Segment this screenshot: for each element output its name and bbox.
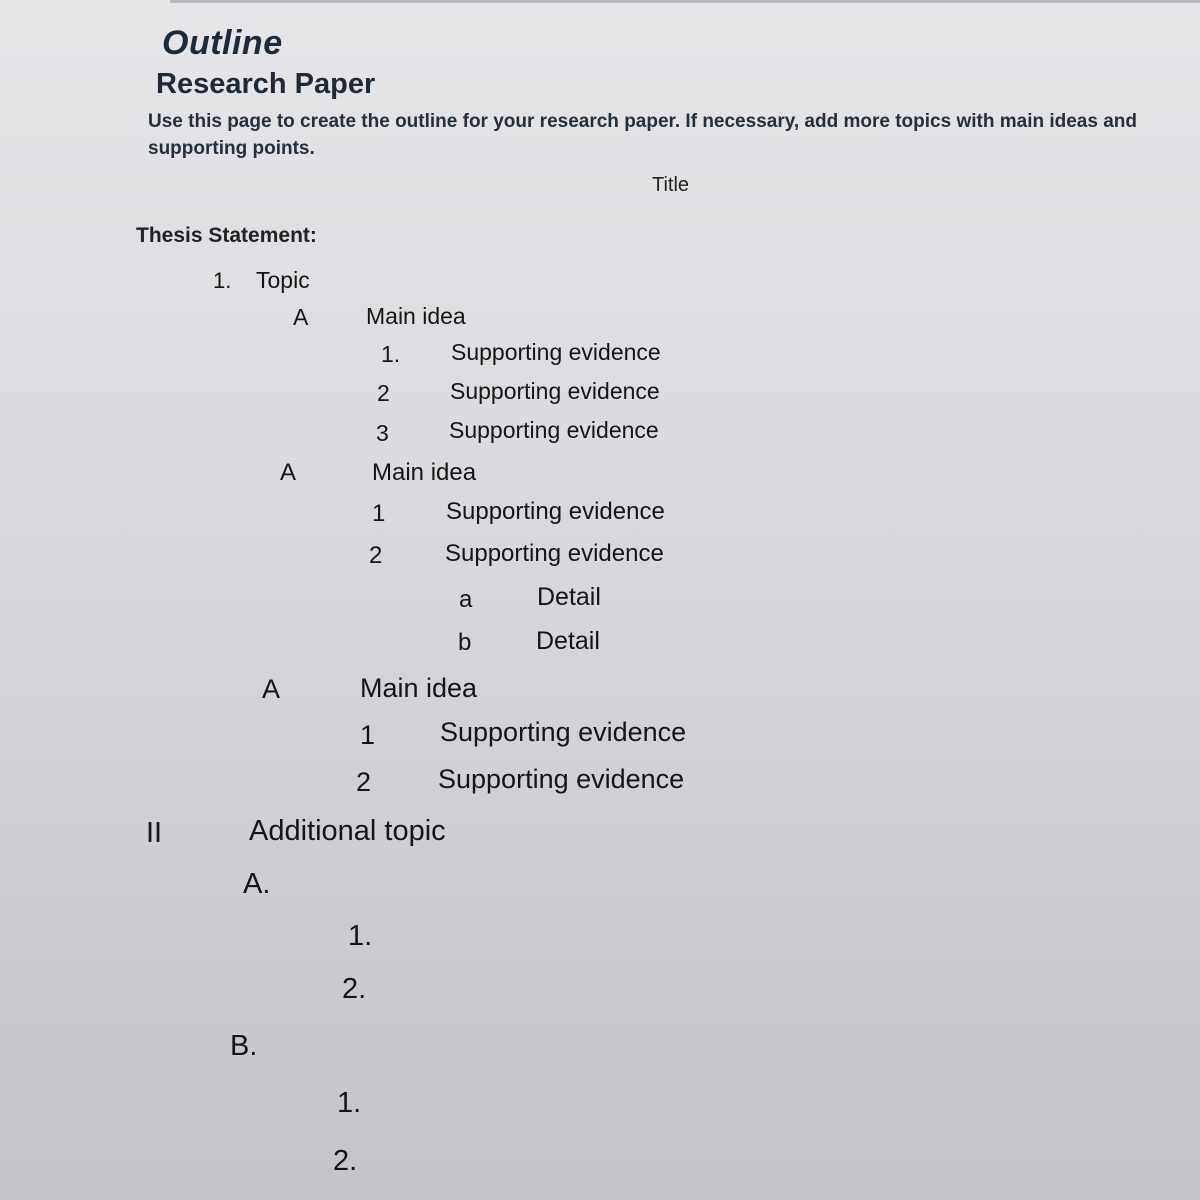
evidence-1-3-marker: 3	[376, 420, 389, 446]
evidence-3-2-marker: 2	[356, 767, 372, 797]
evidence-3-1-label: Supporting evidence	[440, 717, 687, 747]
detail-b-marker: b	[458, 629, 472, 656]
instructions-text: Use this page to create the outline for your research paper. If necessary, add more topics with main ideas and supporting points.	[148, 111, 1138, 159]
main-idea-3-label: Main idea	[360, 673, 478, 703]
topic-2-marker: II	[146, 817, 163, 849]
detail-a-marker: a	[459, 586, 473, 613]
subtopic-a-item-1: 1.	[348, 920, 373, 952]
evidence-1-2-label: Supporting evidence	[450, 378, 660, 404]
page-subtitle: Research Paper	[156, 68, 376, 100]
evidence-1-1-label: Supporting evidence	[451, 339, 661, 365]
evidence-2-2-marker: 2	[369, 542, 383, 569]
evidence-1-1-marker: 1.	[381, 341, 401, 367]
detail-b-label: Detail	[536, 627, 600, 655]
main-idea-1-marker: A	[293, 304, 309, 330]
subtopic-b-item-1: 1.	[337, 1087, 362, 1119]
detail-a-label: Detail	[537, 583, 601, 611]
subtopic-a-item-2: 2.	[342, 973, 367, 1005]
page-title: Outline	[162, 24, 283, 62]
evidence-1-2-marker: 2	[377, 380, 390, 406]
evidence-3-2-label: Supporting evidence	[438, 764, 685, 794]
main-idea-3-marker: A	[262, 674, 281, 704]
main-idea-2-marker: A	[280, 459, 297, 486]
evidence-2-2-label: Supporting evidence	[445, 540, 664, 567]
subtopic-b-item-2: 2.	[333, 1145, 358, 1177]
title-label: Title	[652, 174, 690, 196]
evidence-2-1-marker: 1	[372, 500, 386, 527]
evidence-1-3-label: Supporting evidence	[449, 417, 659, 443]
subtopic-b-marker: B.	[230, 1030, 258, 1062]
subtopic-a-marker: A.	[243, 868, 271, 900]
topic-1-label: Topic	[256, 267, 310, 293]
main-idea-2-label: Main idea	[372, 459, 477, 486]
thesis-label: Thesis Statement:	[136, 224, 317, 247]
evidence-2-1-label: Supporting evidence	[446, 498, 665, 525]
topic-1-marker: 1.	[213, 268, 232, 293]
topic-2-label: Additional topic	[249, 815, 446, 847]
evidence-3-1-marker: 1	[360, 720, 376, 750]
main-idea-1-label: Main idea	[366, 303, 466, 329]
